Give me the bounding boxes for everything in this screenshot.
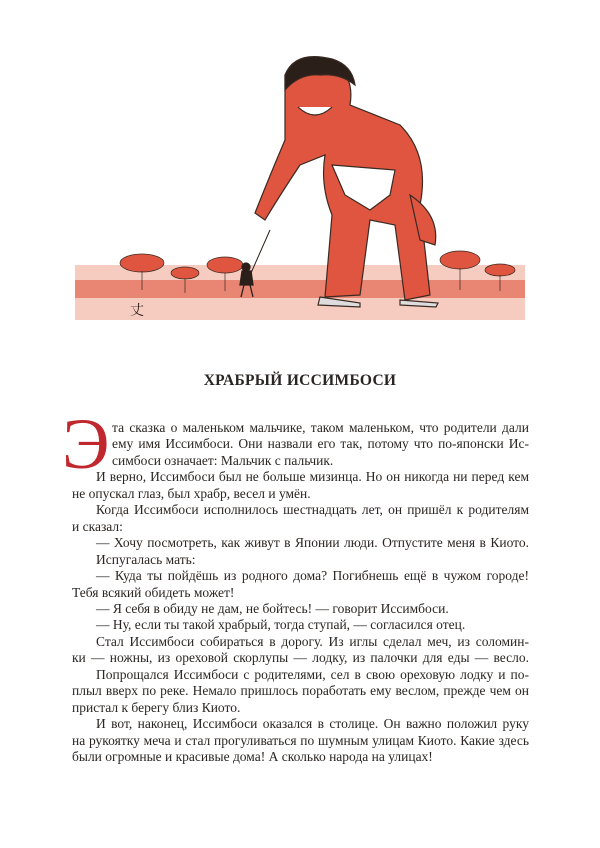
text-line: — Я себя в обиду не дам, не бойтесь! — говорит Иссимбоси. <box>96 600 449 616</box>
text-line: на рукоятку меча и стал прогуливаться по шумным улицам Киото. Какие здесь <box>72 732 529 748</box>
story-title: ХРАБРЫЙ ИССИМБОСИ <box>203 372 397 389</box>
text-line: Тебя всякий обидеть может! <box>72 584 235 600</box>
text-line: и сказал: <box>72 518 123 534</box>
text-line: симбоси означает: Мальчик с пальчик. <box>112 452 334 468</box>
text-line: Когда Иссимбоси исполнилось шестнадцать лет, он пришёл к родителям <box>96 502 529 518</box>
text-line: ки — ножны, из ореховой скорлупы — лодку, из палочки для еды — весло. <box>72 650 529 666</box>
text-line: — Хочу посмотреть, как живут в Японии люди. Отпустите меня в Киото. <box>96 535 529 551</box>
text-line: ему имя Иссимбоси. Они назвали его так, потому что по-японски Ис- <box>112 436 529 452</box>
text-line: плыл вверх по реке. Немало пришлось поработать ему веслом, прежде чем он <box>72 683 529 699</box>
text-line: И верно, Иссимбоси был не больше мизинца. Но он никогда ни перед кем <box>96 469 529 485</box>
text-line: Попрощался Иссимбоси с родителями, сел в свою ореховую лодку и по- <box>96 666 529 682</box>
text-line: И вот, наконец, Иссимбоси оказался в столице. Он важно положил руку <box>96 716 529 732</box>
text-line: та сказка о маленьком мальчике, таком маленьком, что родители дали <box>112 420 529 435</box>
text-line: были огромные и красивые дома! А сколько народа на улицах! <box>72 749 433 765</box>
text-line: Испугалась мать: <box>96 551 196 567</box>
story-body <box>72 420 529 766</box>
artist-signature: 丈 <box>130 304 144 319</box>
text-line: Стал Иссимбоси собираться в дорогу. Из иглы сделал меч, из соломин- <box>96 633 529 649</box>
ground-band <box>75 280 525 298</box>
drop-cap: Э <box>62 404 110 484</box>
text-line: пристал к берегу близ Киото. <box>72 699 241 715</box>
text-line: — Куда ты пойдёшь из родного дома? Погибнешь ещё в чужом городе! <box>96 568 529 584</box>
text-line: не опускал глаз, был храбр, весел и умён. <box>72 485 311 501</box>
text-line: — Ну, если ты такой храбрый, тогда ступай, — согласился отец. <box>96 617 466 633</box>
ogre-illustration <box>70 45 530 335</box>
